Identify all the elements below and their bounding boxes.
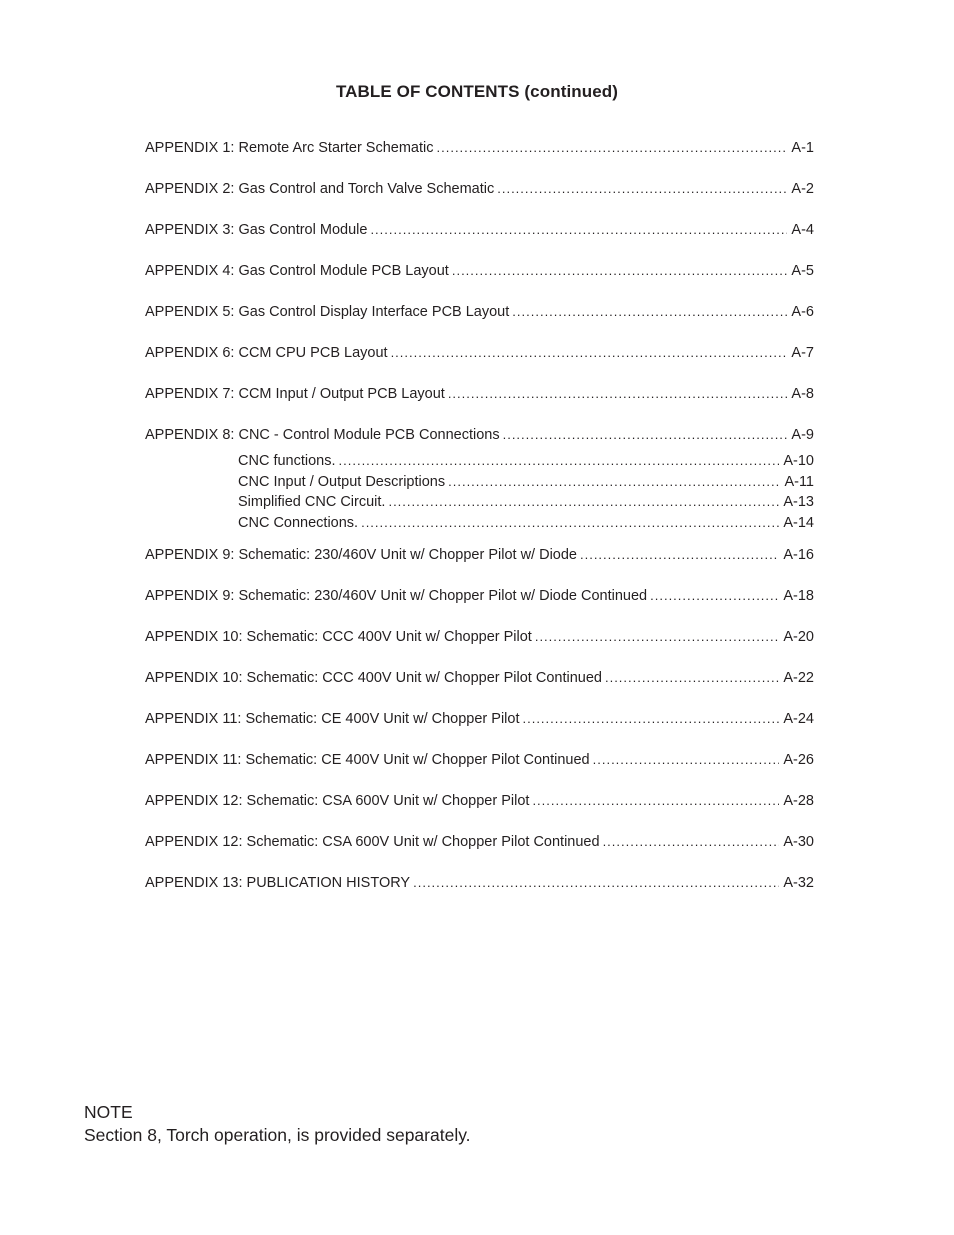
toc-entry-label: APPENDIX 9: Schematic: 230/460V Unit w/ Chopper Pilot w/ Diode [145, 547, 577, 563]
toc-entry-label: APPENDIX 10: Schematic: CCC 400V Unit w/ Chopper Pilot Continued [145, 670, 602, 686]
toc-entry-page: A-28 [783, 793, 814, 809]
toc-entry-label: CNC Connections. [238, 514, 359, 531]
toc-entry-label: APPENDIX 2: Gas Control and Torch Valve Schematic [145, 181, 495, 197]
dot-leader [388, 492, 779, 512]
toc-entry-page: A-9 [791, 427, 814, 443]
toc-entry-page: A-32 [783, 875, 814, 891]
toc-entry-page: A-1 [791, 140, 814, 156]
toc-entry-label: APPENDIX 13: PUBLICATION HISTORY [145, 875, 411, 891]
toc-entry-page: A-30 [783, 834, 814, 850]
dot-leader [339, 451, 780, 471]
toc-entry [145, 302, 814, 343]
toc-list-top [145, 138, 814, 466]
toc-entry-label: APPENDIX 11: Schematic: CE 400V Unit w/ Chopper Pilot [145, 711, 520, 727]
toc-entry-page: A-8 [791, 386, 814, 402]
toc-entry-page: A-22 [783, 670, 814, 686]
toc-entry-page: A-4 [791, 222, 814, 238]
toc-entry-label: CNC Input / Output Descriptions [238, 473, 446, 490]
toc-entry-label: APPENDIX 4: Gas Control Module PCB Layout [145, 263, 449, 279]
toc-entry [145, 832, 814, 873]
toc-entry [238, 472, 814, 493]
toc-entry [145, 545, 814, 586]
toc-entry-page: A-2 [791, 181, 814, 197]
toc-entry [145, 709, 814, 750]
toc-entry [145, 261, 814, 302]
dot-leader [532, 791, 779, 811]
dot-leader [580, 545, 779, 565]
toc-entry-label: APPENDIX 5: Gas Control Display Interface PCB Layout [145, 304, 510, 320]
note-text: Section 8, Torch operation, is provided separately. [84, 1125, 471, 1145]
toc-entry-page: A-26 [783, 752, 814, 768]
toc-entry-label: APPENDIX 9: Schematic: 230/460V Unit w/ Chopper Pilot w/ Diode Continued [145, 588, 648, 604]
dot-leader [522, 709, 779, 729]
toc-list-bottom [145, 545, 814, 914]
toc-entry-page: A-18 [783, 588, 814, 604]
toc-entry-page: A-11 [784, 473, 814, 490]
dot-leader [503, 425, 788, 445]
toc-entry-label: CNC functions. [238, 453, 336, 469]
toc-entry [145, 138, 814, 179]
toc-entry [145, 750, 814, 791]
toc-entry-label: APPENDIX 3: Gas Control Module [145, 222, 368, 238]
toc-entry-page: A-20 [783, 629, 814, 645]
toc-entry [145, 343, 814, 384]
dot-leader [512, 302, 787, 322]
note-block [84, 1101, 471, 1147]
toc-entry [145, 586, 814, 627]
dot-leader [370, 220, 787, 240]
dot-leader [593, 750, 780, 770]
toc-entry-label: APPENDIX 12: Schematic: CSA 600V Unit w/ Chopper Pilot [145, 793, 530, 809]
dot-leader [650, 586, 779, 606]
toc-entry-label: APPENDIX 12: Schematic: CSA 600V Unit w/ Chopper Pilot Continued [145, 834, 600, 850]
toc-entry [238, 492, 814, 513]
toc-entry-label: APPENDIX 6: CCM CPU PCB Layout [145, 345, 388, 361]
toc-entry-label: Simplified CNC Circuit. [238, 494, 386, 510]
dot-leader [413, 873, 779, 893]
toc-entry [145, 220, 814, 261]
dot-leader [448, 472, 780, 492]
toc-entry-page: A-24 [783, 711, 814, 727]
page-title: TABLE OF CONTENTS (continued) [335, 82, 619, 101]
dot-leader [437, 138, 788, 158]
dot-leader [605, 668, 779, 688]
dot-leader [497, 179, 787, 199]
toc-entry [145, 668, 814, 709]
dot-leader [448, 384, 788, 404]
dot-leader [391, 343, 788, 363]
toc-entry-label: APPENDIX 7: CCM Input / Output PCB Layout [145, 386, 445, 402]
toc-entry-page: A-5 [791, 263, 814, 279]
dot-leader [361, 513, 779, 533]
toc-entry [238, 451, 814, 472]
dot-leader [603, 832, 780, 852]
toc-entry [145, 873, 814, 914]
toc-entry-label: APPENDIX 10: Schematic: CCC 400V Unit w/ Chopper Pilot [145, 629, 532, 645]
toc-entry-page: A-13 [783, 494, 814, 510]
note-heading: NOTE [84, 1102, 133, 1122]
toc-entry-label: APPENDIX 11: Schematic: CE 400V Unit w/ Chopper Pilot Continued [145, 752, 590, 768]
toc-entry-label: APPENDIX 8: CNC - Control Module PCB Connections [145, 427, 500, 443]
dot-leader [535, 627, 780, 647]
toc-entry-page: A-16 [783, 547, 814, 563]
toc-entry [145, 627, 814, 668]
toc-entry [145, 791, 814, 832]
toc-entry-page: A-7 [791, 345, 814, 361]
toc-entry-page: A-10 [783, 453, 814, 469]
toc-entry [145, 384, 814, 425]
toc-entry-label: APPENDIX 1: Remote Arc Starter Schematic [145, 140, 434, 156]
table-of-contents [145, 138, 814, 914]
toc-entry [145, 179, 814, 220]
toc-sublist [238, 451, 814, 533]
dot-leader [452, 261, 788, 281]
toc-entry-page: A-6 [791, 304, 814, 320]
toc-entry-page: A-14 [783, 514, 814, 531]
toc-entry [238, 513, 814, 534]
